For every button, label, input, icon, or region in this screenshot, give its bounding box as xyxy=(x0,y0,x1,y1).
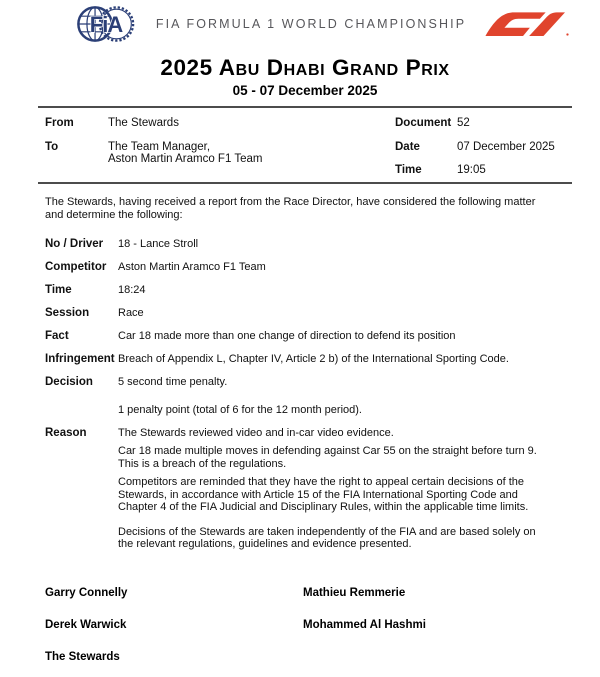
field-label: Reason xyxy=(45,426,87,439)
signature-name: Mathieu Remmerie xyxy=(303,586,406,599)
reason-paragraph: Car 18 made multiple moves in defending against Car 55 on the straight before turn 9. This is a breach of the regulations. xyxy=(118,445,537,470)
meta-row-document xyxy=(388,117,583,130)
field-row-competitor xyxy=(38,261,572,274)
reason-paragraph: Decisions of the Stewards are taken independently of the FIA and are based solely on the relevant regulations, guidelines and evidence presented. xyxy=(118,525,536,550)
field-value: 18:24 xyxy=(118,284,146,296)
field-value: Car 18 made more than one change of direction to defend its position xyxy=(118,330,456,342)
decision-paragraph: 1 penalty point (total of 6 for the 12 month period). xyxy=(118,403,362,416)
field-row-no-driver xyxy=(38,238,572,251)
field-row-infringement xyxy=(38,353,572,366)
to-value-line1: The Team Manager, xyxy=(108,140,211,153)
meta-right-column xyxy=(388,117,583,177)
f1-logo-icon xyxy=(484,12,570,37)
event-title: 2025 Abu Dhabi Grand Prix xyxy=(160,55,450,80)
field-label: Session xyxy=(45,307,90,319)
date-value: 07 December 2025 xyxy=(457,140,555,153)
meta-row-date xyxy=(388,141,583,154)
meta-row-time xyxy=(388,164,583,177)
field-label: Time xyxy=(45,284,72,296)
signature-name: Garry Connelly xyxy=(45,586,128,599)
fia-logo-text: FiA xyxy=(89,12,123,38)
signature-name: Derek Warwick xyxy=(45,618,127,631)
field-label: No / Driver xyxy=(45,238,104,250)
signatures-block xyxy=(38,587,572,664)
time-label: Time xyxy=(395,164,422,176)
document-number: 52 xyxy=(457,117,470,129)
to-value-line2: Aston Martin Aramco F1 Team xyxy=(108,153,263,165)
signature-name: Mohammed Al Hashmi xyxy=(303,618,426,631)
from-label: From xyxy=(45,117,74,129)
reason-paragraph: The Stewards reviewed video and in-car video evidence. xyxy=(118,426,394,439)
field-value xyxy=(118,376,550,416)
decision-paragraph: 5 second time penalty. xyxy=(118,376,228,388)
field-row-decision xyxy=(38,376,572,416)
field-value: Race xyxy=(118,307,144,319)
signature-closing: The Stewards xyxy=(45,650,120,663)
field-value xyxy=(118,427,550,557)
field-label: Decision xyxy=(45,376,93,388)
date-label: Date xyxy=(395,140,420,153)
to-label: To xyxy=(45,140,59,153)
fia-logo-icon xyxy=(74,4,138,44)
to-value xyxy=(108,141,262,166)
meta-table xyxy=(38,106,572,184)
signature-row xyxy=(45,587,572,600)
field-label: Infringement xyxy=(45,353,115,365)
signature-closing-row xyxy=(45,651,572,664)
field-label: Competitor xyxy=(45,261,107,273)
event-dates: 05 - 07 December 2025 xyxy=(232,83,378,98)
document-label: Document xyxy=(395,117,452,129)
signature-row xyxy=(45,619,572,632)
field-row-time xyxy=(38,284,572,297)
championship-title: FIA FORMULA 1 WORLD CHAMPIONSHIP xyxy=(155,17,467,31)
field-value: 18 - Lance Stroll xyxy=(118,238,199,250)
document-title-block xyxy=(38,55,572,98)
reason-paragraph: Competitors are reminded that they have the right to appeal certain decisions of the Stewards, in accordance with Article 15 of the FIA International Sporting Code and Chapter 4 of the FIA Judicial and Disciplinary Rules, within the applicable time limits. xyxy=(118,476,529,513)
decision-fields xyxy=(38,238,572,557)
intro-paragraph: The Stewards, having received a report from the Race Director, have considered the following matter and determine the following: xyxy=(45,196,536,221)
field-row-session xyxy=(38,307,572,320)
from-value: The Stewards xyxy=(108,117,179,129)
time-value: 19:05 xyxy=(457,164,486,176)
field-row-reason xyxy=(38,427,572,557)
field-value: Aston Martin Aramco F1 Team xyxy=(118,261,266,273)
field-label: Fact xyxy=(45,330,69,342)
stewards-decision-document xyxy=(0,4,600,664)
field-value: Breach of Appendix L, Chapter IV, Article 2 b) of the International Sporting Code. xyxy=(118,353,509,365)
masthead xyxy=(38,4,572,44)
field-row-fact xyxy=(38,330,572,343)
